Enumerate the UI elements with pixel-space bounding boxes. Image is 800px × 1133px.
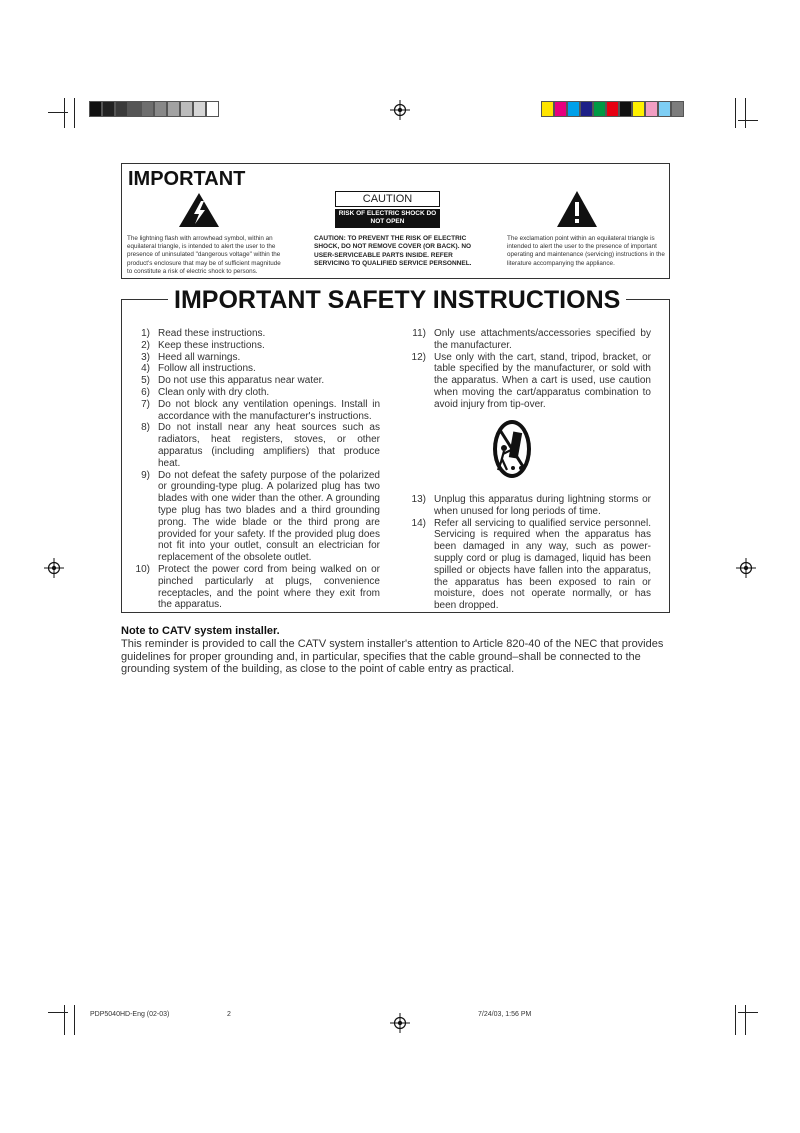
crop-mark xyxy=(735,1005,736,1035)
registration-mark-icon xyxy=(736,558,756,578)
instruction-number: 14) xyxy=(411,517,426,529)
catv-note-body: This reminder is provided to call the CATV system installer's attention to Article 820-40 of the NEC that provides guidelines for proper grounding and, in particular, specifies that the cable ground–shall be connected to the grounding system of the building, as close to the point of cable entry as practical. xyxy=(121,638,664,675)
color-swatch xyxy=(593,101,606,117)
instruction-text: Clean only with dry cloth. xyxy=(158,386,270,398)
safety-title: IMPORTANT SAFETY INSTRUCTIONS xyxy=(168,286,626,315)
color-swatch xyxy=(658,101,671,117)
color-swatch xyxy=(180,101,193,117)
crop-mark xyxy=(74,98,75,128)
instruction-number: 5) xyxy=(141,375,150,387)
instruction-text: Use only with the cart, stand, tripod, bracket, or table specified by the manufacturer, or sold with the apparatus. When a cart is used, use caution when moving the cart/apparatus combination to avoid injury from tip-over. xyxy=(434,351,651,410)
color-swatch xyxy=(632,101,645,117)
caution-label: CAUTION xyxy=(335,191,440,207)
instruction-text: Protect the power cord from being walked on or pinched particularly at plugs, convenience receptacles, and the point where they exit from the apparatus. xyxy=(158,563,380,611)
instruction-number: 10) xyxy=(135,563,150,575)
instruction-item xyxy=(407,494,651,518)
exclamation-warning-icon xyxy=(556,190,598,228)
crop-mark xyxy=(48,1012,68,1013)
instruction-text: Do not use this apparatus near water. xyxy=(158,375,325,387)
instruction-item xyxy=(131,352,380,364)
important-warning-box xyxy=(121,163,670,279)
instruction-text: Read these instructions. xyxy=(158,328,266,339)
color-swatch xyxy=(645,101,658,117)
color-swatch xyxy=(89,101,102,117)
color-swatch-bar xyxy=(541,101,684,117)
safety-list-left xyxy=(131,328,380,611)
instruction-number: 4) xyxy=(141,363,150,375)
instruction-item xyxy=(131,387,380,399)
important-title: IMPORTANT xyxy=(128,168,246,190)
crop-mark xyxy=(74,1005,75,1035)
color-swatch xyxy=(141,101,154,117)
instruction-item xyxy=(407,518,651,612)
instruction-text: Follow all instructions. xyxy=(158,363,256,375)
color-swatch xyxy=(567,101,580,117)
catv-note-title: Note to CATV system installer. xyxy=(121,625,280,637)
instruction-text: Only use attachments/accessories specified by the manufacturer. xyxy=(434,328,651,351)
instruction-item xyxy=(131,564,380,611)
instruction-item xyxy=(131,422,380,469)
safety-list-right-bottom xyxy=(407,494,651,612)
color-swatch xyxy=(154,101,167,117)
color-swatch xyxy=(115,101,128,117)
grayscale-swatch-bar xyxy=(89,101,219,117)
color-swatch xyxy=(193,101,206,117)
color-swatch xyxy=(671,101,684,117)
crop-mark xyxy=(745,1005,746,1035)
instruction-number: 11) xyxy=(412,328,426,339)
caution-label-box xyxy=(335,191,440,227)
footer-page-number: 2 xyxy=(227,1011,231,1018)
instruction-text: Heed all warnings. xyxy=(158,351,241,363)
color-swatch xyxy=(167,101,180,117)
instruction-item xyxy=(407,352,651,411)
crop-mark xyxy=(64,98,65,128)
instruction-item xyxy=(131,363,380,375)
instruction-number: 2) xyxy=(141,339,150,351)
instruction-number: 9) xyxy=(141,469,150,481)
instruction-number: 7) xyxy=(141,398,150,410)
instruction-text: Keep these instructions. xyxy=(158,339,265,351)
crop-mark xyxy=(64,1005,65,1035)
color-swatch xyxy=(541,101,554,117)
instruction-text: Do not install near any heat sources such as radiators, heat registers, stoves, or other apparatus (including amplifiers) that produce heat. xyxy=(158,422,380,469)
instruction-number: 8) xyxy=(141,422,150,434)
exclamation-description: The exclamation point within an equilateral triangle is intended to alert the user to the presence of important operating and maintenance (servicing) instructions in the literature accompanying the appliance. xyxy=(507,235,665,267)
instruction-number: 1) xyxy=(141,328,150,339)
color-swatch xyxy=(554,101,567,117)
instruction-number: 6) xyxy=(141,386,150,398)
instruction-item xyxy=(131,375,380,387)
registration-mark-icon xyxy=(390,1013,410,1033)
instruction-item xyxy=(131,399,380,423)
crop-mark xyxy=(745,98,746,128)
instruction-text: Refer all servicing to qualified service personnel. Servicing is required when the apparatus has been damaged in any way, such as power-supply cord or plug is damaged, liquid has been spilled or objects have fallen into the apparatus, the apparatus has been exposed to rain or moisture, does not operate normally, or has been dropped. xyxy=(434,517,651,612)
color-swatch xyxy=(619,101,632,117)
color-swatch xyxy=(580,101,593,117)
color-swatch xyxy=(606,101,619,117)
crop-mark xyxy=(738,1012,758,1013)
color-swatch xyxy=(102,101,115,117)
color-swatch xyxy=(206,101,219,117)
footer-file-name: PDP5040HD-Eng (02-03) xyxy=(90,1011,170,1018)
instruction-number: 12) xyxy=(411,351,426,363)
instruction-number: 13) xyxy=(411,494,426,505)
cart-tip-over-warning-icon xyxy=(491,418,533,480)
instruction-number: 3) xyxy=(141,351,150,363)
instruction-item xyxy=(407,328,651,352)
color-swatch xyxy=(128,101,141,117)
registration-mark-icon xyxy=(44,558,64,578)
instruction-text: Do not block any ventilation openings. Install in accordance with the manufacturer's instructions. xyxy=(158,398,380,422)
safety-list-right-top xyxy=(407,328,651,411)
lightning-warning-icon xyxy=(178,192,220,228)
crop-mark xyxy=(48,112,68,113)
instruction-item xyxy=(131,328,380,340)
caution-shock-warning: RISK OF ELECTRIC SHOCK DO NOT OPEN xyxy=(335,209,440,228)
instruction-text: Unplug this apparatus during lightning storms or when unused for long periods of time. xyxy=(434,494,651,517)
crop-mark xyxy=(735,98,736,128)
instruction-item xyxy=(131,340,380,352)
lightning-description: The lightning flash with arrowhead symbol, within an equilateral triangle, is intended to alert the user to the presence of uninsulated "dangerous voltage" within the product's enclosure that may be of sufficient magnitude to constitute a risk of electric shock to persons. xyxy=(127,235,281,275)
caution-text: CAUTION: TO PREVENT THE RISK OF ELECTRIC SHOCK, DO NOT REMOVE COVER (OR BACK). NO USER-SERVICEABLE PARTS INSIDE. REFER SERVICING TO QUALIFIED SERVICE PERSONNEL. xyxy=(314,235,472,267)
registration-mark-icon xyxy=(390,100,410,120)
instruction-text: Do not defeat the safety purpose of the polarized or grounding-type plug. A polarized plug has two blades with one wider than the other. A grounding type plug has two blades and a third grounding prong. The wide blade or the third prong are provided for your safety. If the provided plug does not fit into your outlet, consult an electrician for replacement of the obsolete outlet. xyxy=(158,469,380,564)
crop-mark xyxy=(738,120,758,121)
footer-date: 7/24/03, 1:56 PM xyxy=(478,1011,532,1018)
instruction-item xyxy=(131,470,380,564)
